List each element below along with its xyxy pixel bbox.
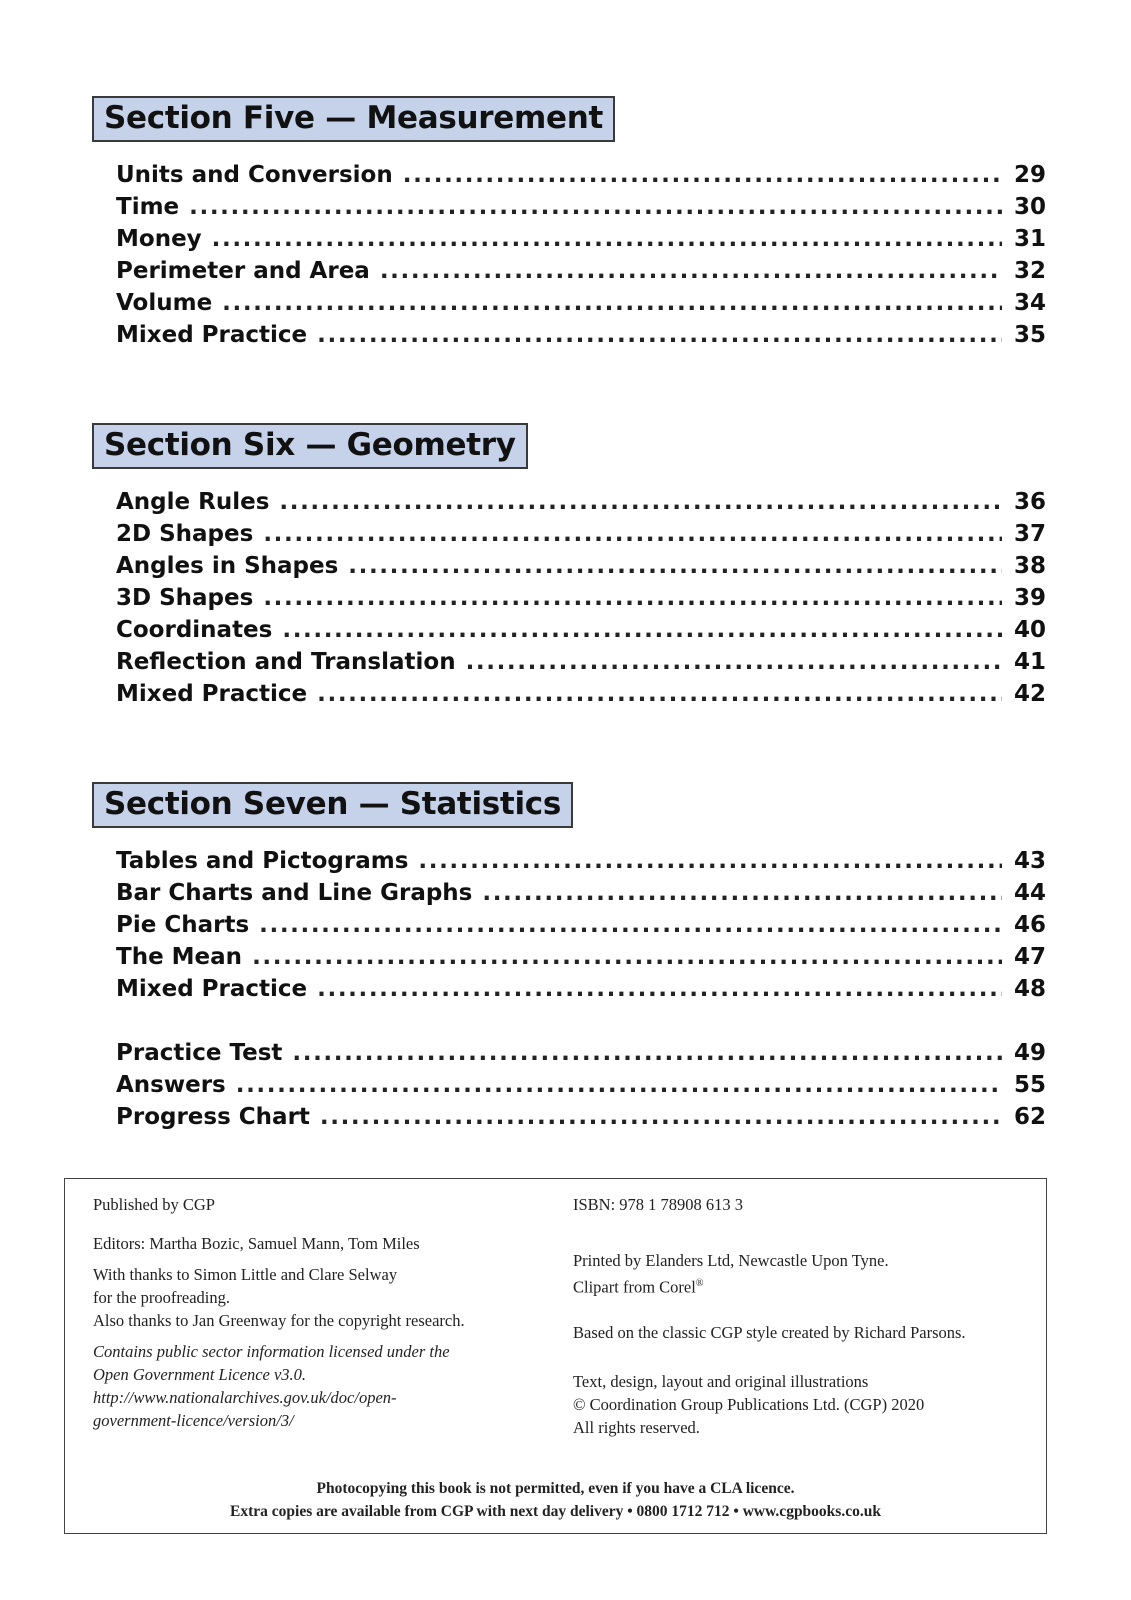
dot-leader — [222, 290, 1002, 316]
dot-leader — [317, 976, 1002, 1002]
toc-entry[interactable] — [116, 944, 1046, 976]
section-six — [92, 423, 1048, 713]
toc-entry[interactable] — [116, 258, 1046, 290]
toc-entry-label: Pie Charts — [116, 912, 250, 938]
toc-entry-label: Angle Rules — [116, 489, 270, 515]
section-five — [92, 96, 1048, 354]
toc-entry-page: 49 — [1013, 1040, 1046, 1066]
toc-entry-label: Mixed Practice — [116, 322, 308, 348]
dot-leader — [279, 489, 1002, 515]
toc-entry-page: 37 — [1013, 521, 1046, 547]
section-header: Section Six — Geometry — [92, 423, 528, 469]
toc-entry-page: 48 — [1013, 976, 1046, 1002]
dot-leader — [317, 681, 1002, 707]
toc-list — [116, 489, 1046, 713]
toc-entry-page: 38 — [1013, 553, 1046, 579]
dot-leader — [380, 258, 1002, 284]
toc-entry-label: Practice Test — [116, 1040, 283, 1066]
isbn-line: ISBN: 978 1 78908 613 3 — [573, 1195, 744, 1214]
toc-entry-label: Progress Chart — [116, 1104, 310, 1130]
toc-entry[interactable] — [116, 194, 1046, 226]
toc-entry-page: 47 — [1013, 944, 1046, 970]
toc-entry[interactable] — [116, 848, 1046, 880]
toc-entry-label: Bar Charts and Line Graphs — [116, 880, 473, 906]
copyright-line: Text, design, layout and original illustrations — [573, 1371, 869, 1391]
toc-entry-label: Units and Conversion — [116, 162, 393, 188]
toc-entry[interactable] — [116, 290, 1046, 322]
toc-entry-page: 36 — [1013, 489, 1046, 515]
dot-leader — [348, 553, 1002, 579]
toc-entry-label: Money — [116, 226, 202, 252]
dot-leader — [292, 1040, 1002, 1066]
toc-entry[interactable] — [116, 1104, 1046, 1136]
toc-entry[interactable] — [116, 649, 1046, 681]
licence-line: Contains public sector information licensed under the — [93, 1342, 450, 1361]
toc-entry[interactable] — [116, 617, 1046, 649]
toc-list — [116, 848, 1046, 1136]
toc-entry[interactable] — [116, 1040, 1046, 1072]
publisher-line: Published by CGP — [93, 1195, 215, 1214]
dot-leader — [263, 521, 1002, 547]
toc-entry[interactable] — [116, 912, 1046, 944]
section-header: Section Five — Measurement — [92, 96, 615, 142]
printer-line: Printed by Elanders Ltd, Newcastle Upon Tyne. — [573, 1251, 889, 1270]
toc-entry-label: Answers — [116, 1072, 226, 1098]
toc-entry-label: Time — [116, 194, 180, 220]
dot-leader — [418, 848, 1002, 874]
toc-entry[interactable] — [116, 681, 1046, 713]
toc-entry[interactable] — [116, 976, 1046, 1008]
thanks-line: With thanks to Simon Little and Clare Selway — [93, 1265, 398, 1284]
toc-entry[interactable] — [116, 521, 1046, 553]
toc-entry-page: 55 — [1013, 1072, 1046, 1098]
toc-entry-label: Tables and Pictograms — [116, 848, 409, 874]
toc-entry-page: 35 — [1013, 322, 1046, 348]
dot-leader — [466, 649, 1002, 675]
dot-leader — [252, 944, 1002, 970]
toc-entry[interactable] — [116, 880, 1046, 912]
toc-entry-label: Mixed Practice — [116, 681, 308, 707]
dot-leader — [317, 322, 1002, 348]
toc-entry-label: Reflection and Translation — [116, 649, 456, 675]
toc-entry-label: Mixed Practice — [116, 976, 308, 1002]
section-seven — [92, 782, 1048, 1136]
toc-entry-label: Coordinates — [116, 617, 273, 643]
dot-leader — [320, 1104, 1002, 1130]
toc-entry-page: 62 — [1013, 1104, 1046, 1130]
toc-entry-page: 42 — [1013, 681, 1046, 707]
dot-leader — [403, 162, 1002, 188]
toc-entry-page: 31 — [1013, 226, 1046, 252]
toc-entry-label: Angles in Shapes — [116, 553, 339, 579]
toc-entry[interactable] — [116, 162, 1046, 194]
toc-entry-page: 40 — [1013, 617, 1046, 643]
imprint-right-column — [573, 1193, 1033, 1439]
editors-line: Editors: Martha Bozic, Samuel Mann, Tom Miles — [93, 1234, 420, 1253]
dot-leader — [482, 880, 1002, 906]
section-header: Section Seven — Statistics — [92, 782, 573, 828]
imprint-left-column — [93, 1193, 553, 1432]
toc-entry[interactable] — [116, 226, 1046, 258]
toc-entry-label: Volume — [116, 290, 213, 316]
dot-leader — [263, 585, 1002, 611]
toc-entry-label: The Mean — [116, 944, 243, 970]
dot-leader — [189, 194, 1002, 220]
toc-entry[interactable] — [116, 553, 1046, 585]
toc-entry-label: Perimeter and Area — [116, 258, 370, 284]
contact-line: Extra copies are available from CGP with next day delivery • 0800 1712 712 • www.cgpbooks.co.uk — [230, 1503, 881, 1520]
toc-entry-page: 29 — [1013, 162, 1046, 188]
imprint-footer — [65, 1477, 1046, 1523]
copyright-line: © Coordination Group Publications Ltd. (CGP) 2020 — [573, 1394, 925, 1414]
toc-entry-label: 3D Shapes — [116, 585, 254, 611]
toc-entry-page: 43 — [1013, 848, 1046, 874]
clipart-text: Clipart from Corel — [573, 1277, 696, 1297]
toc-entry[interactable] — [116, 1072, 1046, 1104]
toc-entry-page: 30 — [1013, 194, 1046, 220]
toc-entry-page: 44 — [1013, 880, 1046, 906]
clipart-line — [573, 1272, 1033, 1299]
thanks-line: Also thanks to Jan Greenway for the copyright research. — [93, 1311, 465, 1330]
dot-leader — [236, 1072, 1002, 1098]
thanks-line: for the proofreading. — [93, 1288, 230, 1307]
toc-entry-page: 41 — [1013, 649, 1046, 675]
dot-leader — [259, 912, 1002, 938]
registered-mark: ® — [695, 1278, 704, 1289]
photocopy-notice: Photocopying this book is not permitted, even if you have a CLA licence. — [316, 1480, 795, 1497]
toc-entry[interactable] — [116, 322, 1046, 354]
toc-list — [116, 162, 1046, 354]
copyright-line: All rights reserved. — [573, 1417, 700, 1437]
toc-entry-page: 46 — [1013, 912, 1046, 938]
toc-entry-page: 34 — [1013, 290, 1046, 316]
toc-entry-page: 32 — [1013, 258, 1046, 284]
toc-entry-page: 39 — [1013, 585, 1046, 611]
licence-line: Open Government Licence v3.0. — [93, 1365, 307, 1384]
licence-url[interactable]: http://www.nationalarchives.gov.uk/doc/open- — [93, 1388, 397, 1407]
dot-leader — [282, 617, 1002, 643]
licence-url[interactable]: government-licence/version/3/ — [93, 1411, 294, 1430]
style-credit-line: Based on the classic CGP style created by Richard Parsons. — [573, 1322, 966, 1342]
imprint-box — [64, 1178, 1047, 1534]
toc-entry[interactable] — [116, 585, 1046, 617]
toc-entry-label: 2D Shapes — [116, 521, 254, 547]
toc-entry[interactable] — [116, 489, 1046, 521]
spacer — [116, 1008, 1046, 1040]
dot-leader — [212, 226, 1002, 252]
